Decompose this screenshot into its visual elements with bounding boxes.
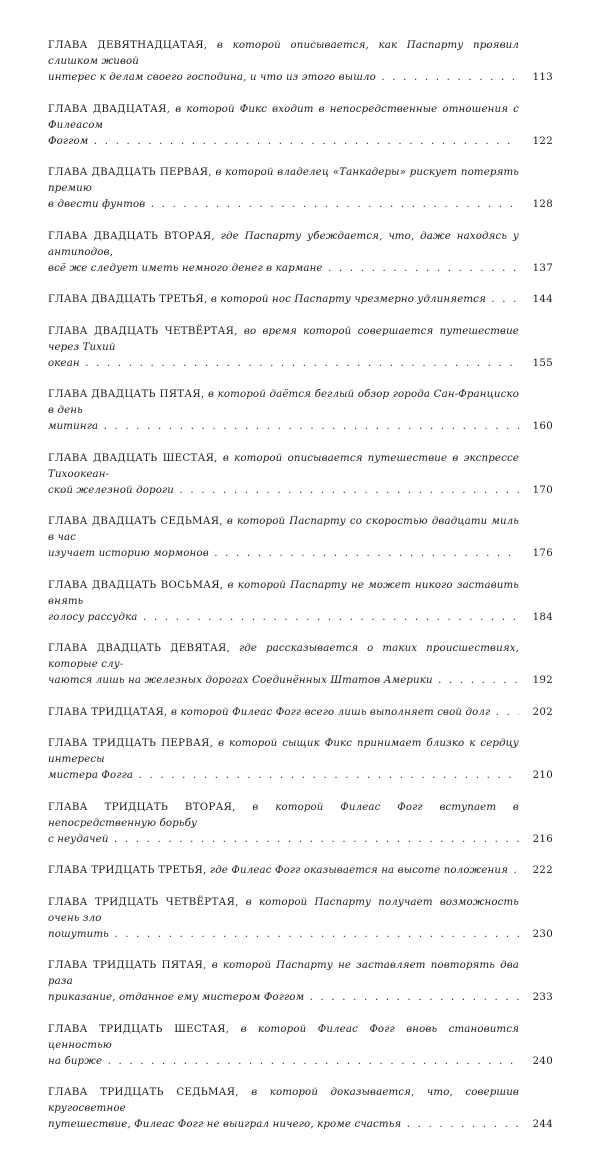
toc-entry-first-line: [48, 800, 519, 832]
dot-leader: [376, 72, 519, 83]
chapter-description-continued: в двести фунтов: [48, 199, 146, 210]
toc-entry-last-line: [48, 70, 519, 86]
chapter-title: ГЛАВА ТРИДЦАТЬ ПЯТАЯ,: [48, 960, 207, 971]
toc-entry-last-line: [48, 197, 519, 213]
chapter-description-continued: изучает историю мормонов: [48, 548, 209, 559]
toc-entry-last-line: [48, 1054, 519, 1070]
dot-leader: [145, 199, 519, 210]
toc-entry[interactable]: [48, 895, 553, 943]
chapter-description: в которой Филеас Фогг вновь становится ценностью: [48, 1023, 519, 1051]
toc-entry-first-line: [48, 229, 519, 261]
chapter-title: ГЛАВА ДЕВЯТНАДЦАТАЯ,: [48, 40, 208, 51]
page-number: 160: [529, 419, 553, 435]
toc-entry-first-line: [48, 1022, 519, 1054]
dot-leader: [98, 421, 519, 432]
page-number: 170: [529, 483, 553, 499]
table-of-contents: [48, 38, 553, 1149]
dot-leader: [109, 834, 519, 845]
chapter-title: ГЛАВА ДВАДЦАТАЯ,: [48, 103, 171, 115]
chapter-description: в которой доказывается, что, совершив кругосветное: [48, 1087, 520, 1114]
toc-entry-line: [48, 292, 519, 308]
toc-entry[interactable]: [48, 958, 553, 1006]
toc-entry-last-line: [48, 1117, 519, 1133]
dot-leader: [88, 136, 519, 147]
page-number: 233: [529, 990, 553, 1006]
toc-entry[interactable]: [48, 641, 553, 689]
dot-leader: [102, 1056, 519, 1067]
toc-entry-first-line: [48, 578, 519, 610]
toc-entry[interactable]: [48, 578, 553, 626]
chapter-description-continued: всё же следует иметь немного денег в кармане: [48, 262, 323, 274]
chapter-title: ГЛАВА ТРИДЦАТЬ СЕДЬМАЯ,: [48, 1087, 239, 1098]
toc-entry-first-line: [48, 514, 519, 546]
toc-entry[interactable]: [48, 1022, 553, 1070]
toc-entry-last-line: [48, 768, 519, 784]
toc-entry-last-line: [48, 832, 519, 848]
chapter-description-continued: чаются лишь на железных дорогах Соединённых Штатов Америки: [48, 675, 433, 686]
toc-entry[interactable]: [48, 863, 553, 879]
page-number: 144: [529, 292, 553, 308]
toc-entry-first-line: [48, 102, 519, 134]
dot-leader: [304, 992, 519, 1003]
chapter-description: где рассказывается о таких происшествиях, которые слу-: [48, 643, 519, 670]
chapter-description-continued: океан: [48, 357, 80, 369]
toc-entry[interactable]: [48, 705, 553, 721]
chapter-title: ГЛАВА ТРИДЦАТЬ ТРЕТЬЯ,: [48, 865, 207, 876]
toc-entry[interactable]: [48, 451, 553, 499]
toc-entry-first-line: [48, 387, 519, 419]
chapter-description: в которой описывается, как Паспарту проявил слишком живой: [48, 40, 519, 67]
chapter-title: ГЛАВА ДВАДЦАТЬ ТРЕТЬЯ,: [48, 294, 208, 305]
toc-entry[interactable]: [48, 292, 553, 308]
toc-entry[interactable]: [48, 514, 553, 562]
toc-entry-last-line: [48, 356, 519, 372]
chapter-description-continued: Фоггом: [48, 135, 89, 147]
chapter-title: ГЛАВА ТРИДЦАТЬ ПЕРВАЯ,: [48, 738, 214, 749]
chapter-title: ГЛАВА ДВАДЦАТЬ ЧЕТВЁРТАЯ,: [48, 325, 238, 337]
page-number: 137: [529, 261, 553, 277]
page-number: 240: [529, 1054, 553, 1070]
page-number: 155: [529, 356, 553, 372]
page-number: 113: [529, 70, 553, 86]
toc-entry[interactable]: [48, 102, 553, 150]
chapter-description: в которой сыщик Фикс принимает близко к сердцу интересы: [48, 738, 519, 765]
toc-entry-first-line: [48, 895, 519, 927]
toc-entry[interactable]: [48, 324, 553, 372]
chapter-description: в которой Филеас Фогг вступает в непосредственную борьбу: [48, 801, 519, 829]
chapter-description: в которой нос Паспарту чрезмерно удлиняется: [207, 294, 486, 305]
dot-leader: [508, 865, 519, 876]
toc-entry-last-line: [48, 610, 519, 626]
page-number: 244: [529, 1117, 553, 1133]
page-number: 128: [529, 197, 553, 213]
page-number: 202: [529, 705, 553, 721]
toc-entry-last-line: [48, 261, 519, 277]
dot-leader: [486, 294, 519, 305]
chapter-description: в которой Филеас Фогг всего лишь выполняет свой долг: [167, 706, 491, 718]
chapter-description: где Паспарту убеждается, что, даже находясь у антиподов,: [48, 230, 519, 258]
dot-leader: [490, 707, 519, 718]
chapter-description-continued: мистера Фогга: [48, 770, 134, 781]
dot-leader: [323, 263, 519, 274]
toc-entry-first-line: [48, 165, 519, 197]
page-number: 216: [529, 832, 553, 848]
toc-entry[interactable]: [48, 38, 553, 86]
page-number: 210: [529, 768, 553, 784]
toc-entry-first-line: [48, 451, 519, 483]
toc-entry-last-line: [48, 990, 519, 1006]
toc-entry-last-line: [48, 546, 519, 562]
chapter-description: в которой Паспарту не заставляет повторять два раза: [48, 960, 519, 987]
chapter-description: в которой Паспарту не может никого заставить внять: [48, 579, 519, 607]
toc-entry[interactable]: [48, 1085, 553, 1133]
page-number: 230: [529, 927, 553, 943]
chapter-title: ГЛАВА ДВАДЦАТЬ ШЕСТАЯ,: [48, 452, 218, 464]
chapter-title: ГЛАВА ТРИДЦАТЬ ШЕСТАЯ,: [48, 1023, 230, 1035]
chapter-description-continued: на бирже: [48, 1055, 103, 1067]
toc-entry-first-line: [48, 736, 519, 768]
chapter-title: ГЛАВА ДВАДЦАТЬ СЕДЬМАЯ,: [48, 516, 223, 527]
toc-entry-last-line: [48, 134, 519, 150]
chapter-title: ГЛАВА ДВАДЦАТЬ ПЕРВАЯ,: [48, 167, 212, 178]
chapter-description-continued: с неудачей: [48, 833, 109, 845]
chapter-description-continued: митинга: [48, 421, 99, 432]
dot-leader: [401, 1119, 519, 1130]
dot-leader: [133, 770, 519, 781]
dot-leader: [209, 548, 519, 559]
chapter-title: ГЛАВА ДВАДЦАТЬ ПЯТАЯ,: [48, 389, 205, 400]
toc-entry-first-line: [48, 324, 519, 356]
toc-entry[interactable]: [48, 387, 553, 435]
chapter-title: ГЛАВА ТРИДЦАТАЯ,: [48, 706, 168, 718]
toc-entry-first-line: [48, 641, 519, 673]
dot-leader: [174, 485, 519, 496]
page-number: 222: [529, 863, 553, 879]
page-number: 176: [529, 546, 553, 562]
chapter-title: ГЛАВА ТРИДЦАТЬ ВТОРАЯ,: [48, 801, 236, 813]
chapter-description: в которой даётся беглый обзор города Сан-Франциско в день: [48, 389, 519, 416]
chapter-description-continued: интерес к делам своего господина, и что из этого вышло: [48, 72, 376, 83]
toc-entry-last-line: [48, 673, 519, 689]
toc-entry-first-line: [48, 958, 519, 990]
chapter-description-continued: голосу рассудка: [48, 611, 138, 623]
chapter-title: ГЛАВА ТРИДЦАТЬ ЧЕТВЁРТАЯ,: [48, 896, 239, 908]
chapter-description-continued: ской железной дороги: [48, 484, 175, 496]
toc-entry-first-line: [48, 1085, 519, 1117]
dot-leader: [433, 675, 519, 686]
chapter-description: в которой Паспарту получает возможность очень зло: [48, 896, 519, 924]
toc-entry[interactable]: [48, 229, 553, 277]
toc-entry[interactable]: [48, 165, 553, 213]
toc-entry[interactable]: [48, 800, 553, 848]
toc-entry-line: [48, 863, 519, 879]
page-number: 122: [529, 134, 553, 150]
toc-entry-last-line: [48, 927, 519, 943]
chapter-description: во время которой совершается путешествие через Тихий: [48, 325, 519, 353]
chapter-description-continued: приказание, отданное ему мистером Фоггом: [48, 992, 305, 1003]
chapter-description-continued: путешествие, Филеас Фогг не выиграл ничего, кроме счастья: [48, 1119, 402, 1130]
toc-entry-last-line: [48, 483, 519, 499]
chapter-description-continued: пошутить: [48, 928, 109, 940]
chapter-description: где Филеас Фогг оказывается на высоте положения: [206, 865, 508, 876]
chapter-title: ГЛАВА ДВАДЦАТЬ ДЕВЯТАЯ,: [48, 643, 231, 654]
chapter-description: в которой Паспарту со скоростью двадцати миль в час: [48, 516, 519, 543]
chapter-title: ГЛАВА ДВАДЦАТЬ ВОСЬМАЯ,: [48, 579, 224, 591]
toc-entry-line: [48, 705, 519, 721]
chapter-title: ГЛАВА ДВАДЦАТЬ ВТОРАЯ,: [48, 230, 215, 242]
chapter-description: в которой владелец «Танкадеры» рискует потерять премию: [48, 167, 519, 194]
page-number: 184: [529, 610, 553, 626]
dot-leader: [109, 929, 519, 940]
dot-leader: [80, 358, 519, 369]
chapter-description: в которой Фикс входит в непосредственные отношения с Филеасом: [48, 103, 520, 131]
page-number: 192: [529, 673, 553, 689]
toc-entry[interactable]: [48, 736, 553, 784]
dot-leader: [138, 612, 519, 623]
chapter-description: в которой описывается путешествие в экспрессе Тихоокеан-: [48, 452, 519, 480]
toc-entry-first-line: [48, 38, 519, 70]
toc-entry-last-line: [48, 419, 519, 435]
